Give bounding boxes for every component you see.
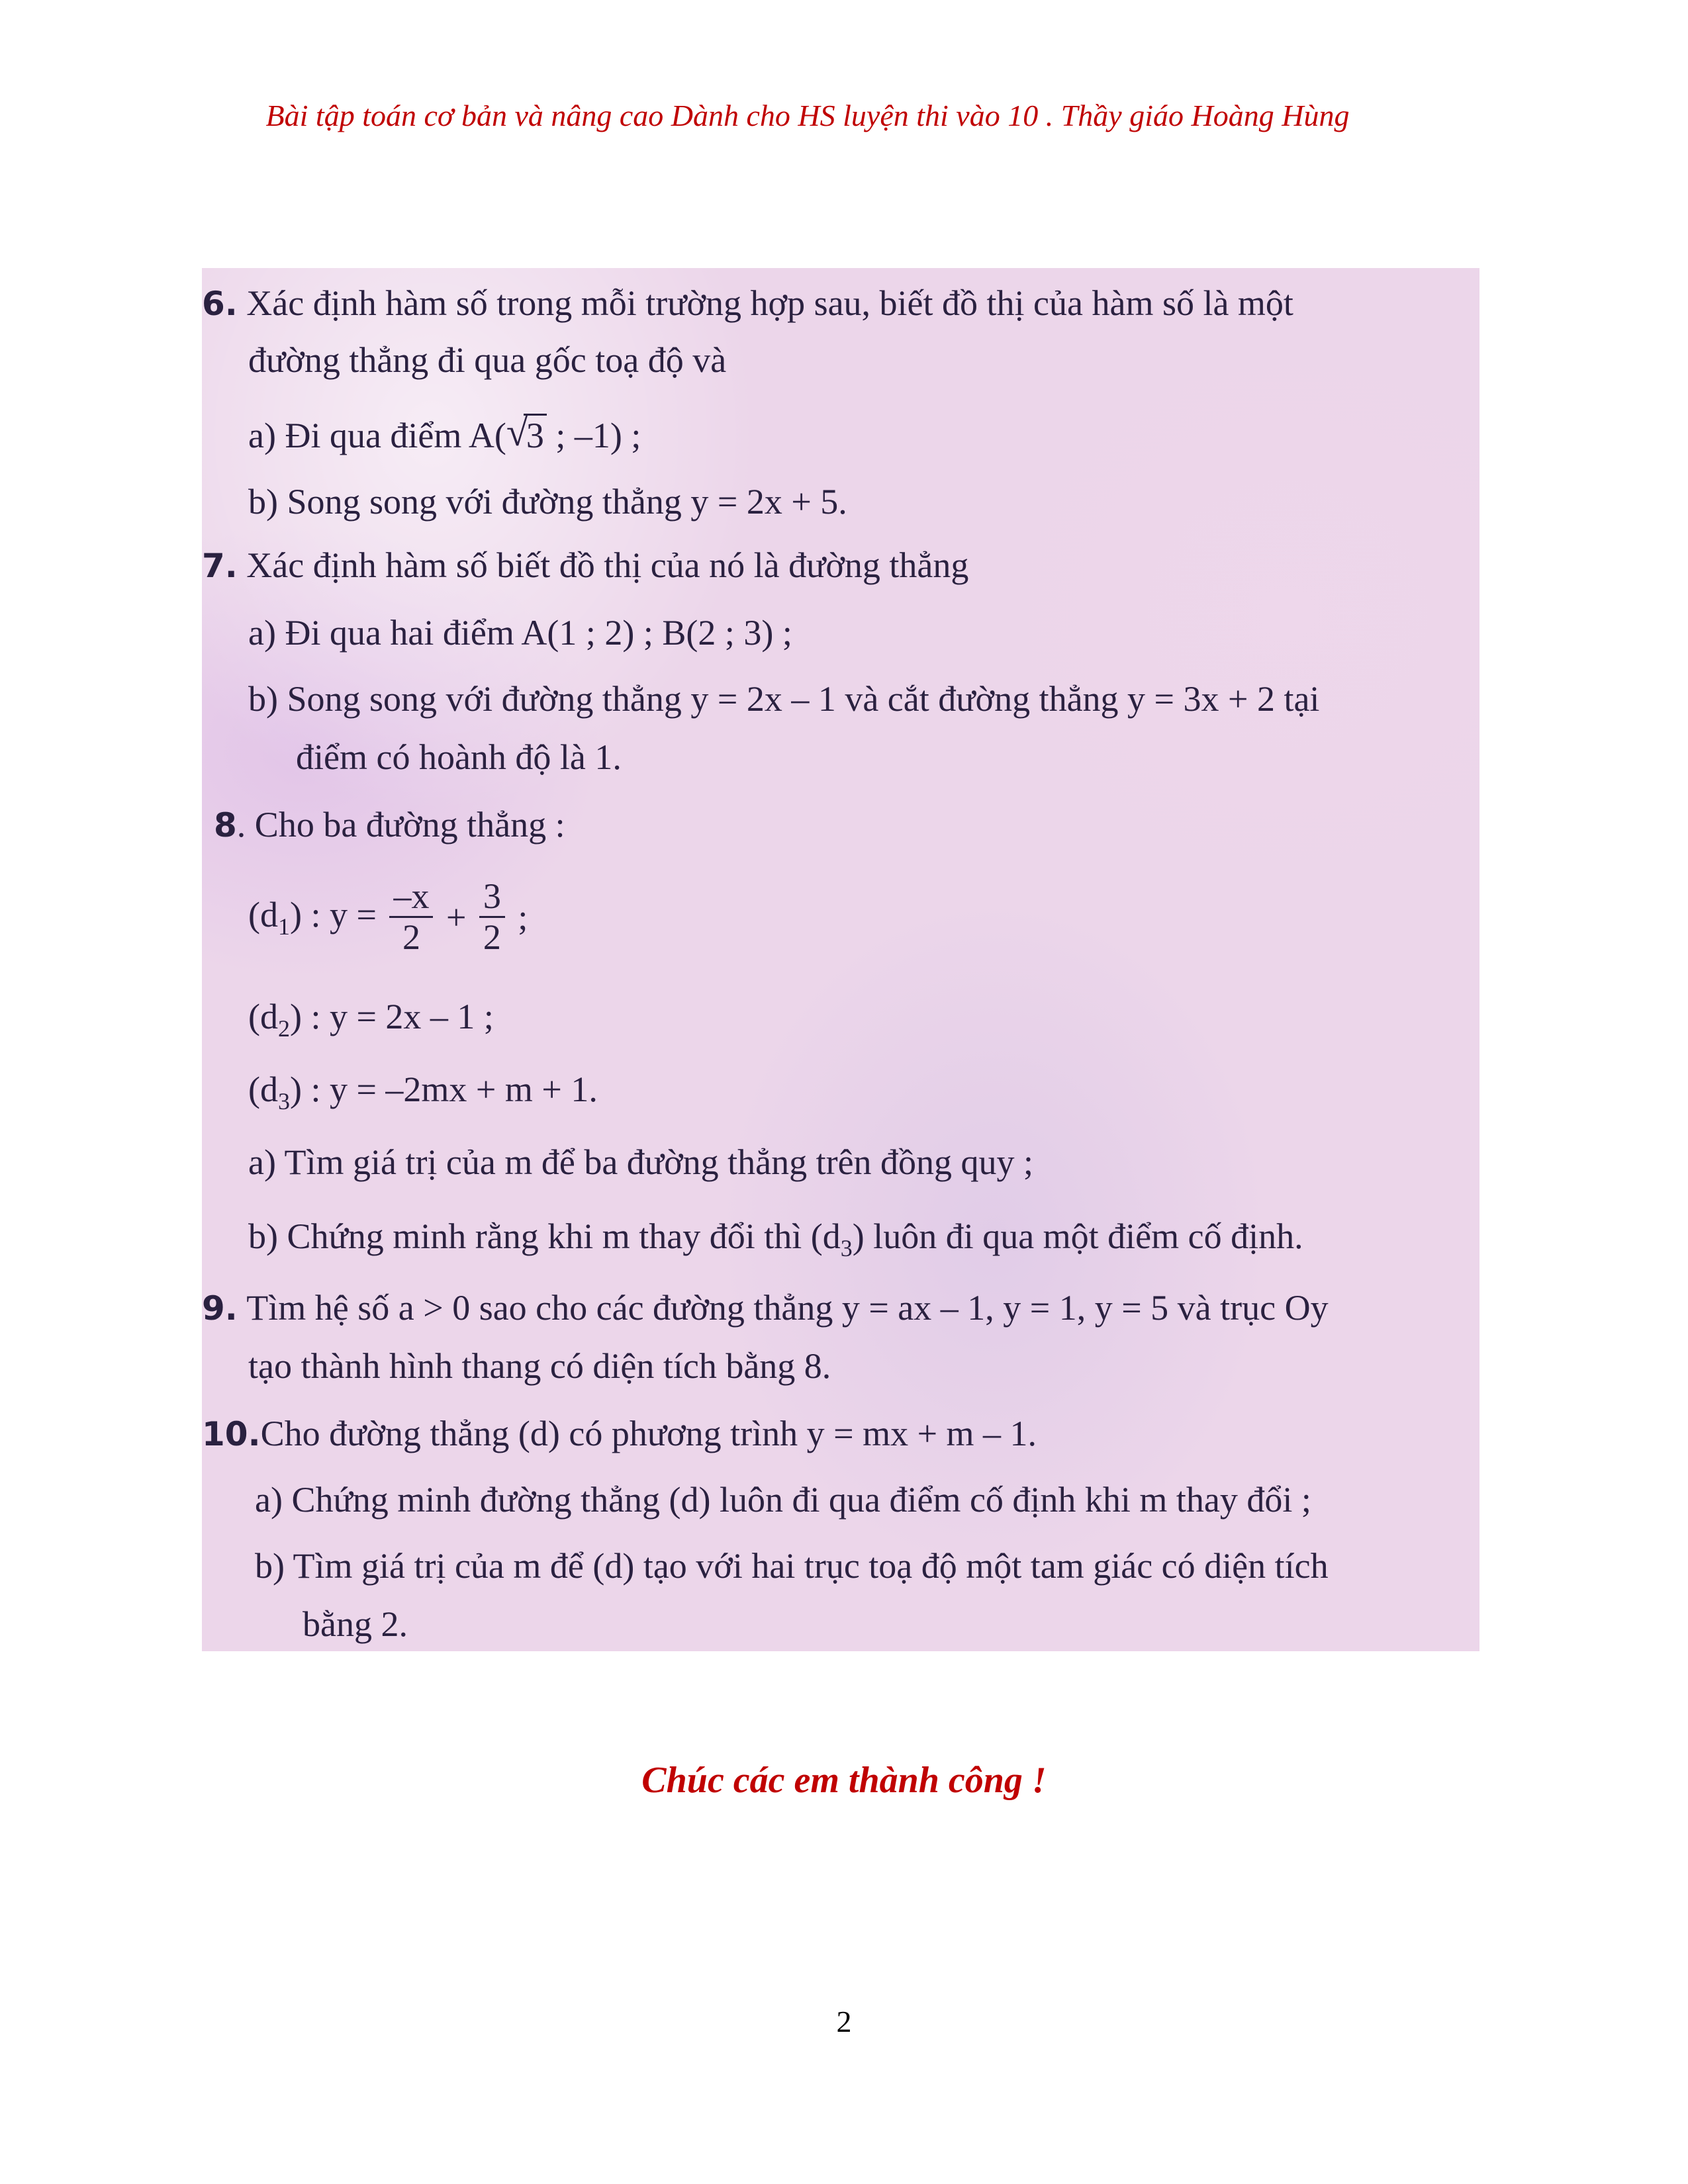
problem-7-number: 7.: [202, 547, 238, 585]
problem-7-part-b-line-2: điểm có hoành độ là 1.: [296, 737, 622, 777]
line-d3-equation: $(d_3)$ : y = –2mx + m + 1.: [248, 1069, 598, 1115]
problem-7-part-b-line-1: b) Song song với đường thẳng y = 2x – 1 và cắt đường thẳng y = 3x + 2 tại: [248, 679, 1320, 719]
problem-6-line-1: [202, 283, 1456, 324]
line-d2-equation: $(d_2)$ : y = 2x – 1 ;: [248, 997, 494, 1042]
problem-7-line-1: 7. Xác định hàm số biết đồ thị của nó là đường thẳng: [202, 545, 969, 585]
problem-6-number: 6.: [202, 285, 238, 323]
problem-10-part-a: a) Chứng minh đường thẳng (d) luôn đi qua điểm cố định khi m thay đổi ;: [255, 1480, 1311, 1520]
problem-8-part-a: a) Tìm giá trị của m để ba đường thẳng trên đồng quy ;: [248, 1142, 1034, 1182]
line-d1-equation: $(d_1)$ : y = $\frac{-x}{2}$ + $\frac{3}{2}$ ;: [248, 876, 528, 958]
problem-9-line-1: 9. Tìm hệ số a > 0 sao cho các đường thẳng y = ax – 1, y = 1, y = 5 và trục Oy: [202, 1288, 1329, 1328]
problem-9-line-2: tạo thành hình thang có diện tích bằng 8.: [248, 1346, 831, 1386]
sqrt-3: √ 3: [506, 415, 547, 456]
page-number: 2: [836, 2005, 852, 2038]
problem-10-part-b-line-1: b) Tìm giá trị của m để (d) tạo với hai trục toạ độ một tam giác có diện tích: [255, 1546, 1329, 1586]
problem-6-part-a: a) Đi qua điểm A( √ 3 ; –1) ;: [248, 410, 641, 455]
problem-10-number: 10.: [202, 1415, 261, 1453]
problem-7-part-a: a) Đi qua hai điểm A(1 ; 2) ; B(2 ; 3) ;: [248, 613, 792, 653]
problem-9-number: 9.: [202, 1289, 238, 1328]
problem-6-part-b: b) Song song với đường thẳng y = 2x + 5.: [248, 482, 847, 522]
closing-message: Chúc các em thành công !: [641, 1760, 1047, 1801]
problem-8-part-b: b) Chứng minh rằng khi m thay đổi thì $(d_3)$ luôn đi qua một điểm cố định.: [248, 1216, 1303, 1261]
page-header: Bài tập toán cơ bản và nâng cao Dành cho HS luyện thi vào 10 . Thầy giáo Hoàng Hùng: [265, 99, 1350, 132]
problem-6-text-1: Xác định hàm số trong mỗi trường hợp sau, biết đồ thị của hàm số là một: [246, 283, 1293, 323]
problem-10-line-1: 10.Cho đường thẳng (d) có phương trình y = mx + m – 1.: [202, 1414, 1037, 1453]
fraction-minus-x-over-2: $\frac{-x}{2}$: [389, 877, 433, 958]
problem-8-intro: 8. Cho ba đường thẳng :: [214, 805, 565, 844]
problem-8-number: 8: [214, 806, 237, 844]
problem-10-part-b-line-2: bằng 2.: [303, 1604, 408, 1644]
problem-6-line-2: đường thẳng đi qua gốc toạ độ và: [248, 340, 727, 380]
scanned-exercise-image: [202, 268, 1479, 1651]
fraction-3-over-2: $\frac{3}{2}$: [479, 877, 505, 958]
